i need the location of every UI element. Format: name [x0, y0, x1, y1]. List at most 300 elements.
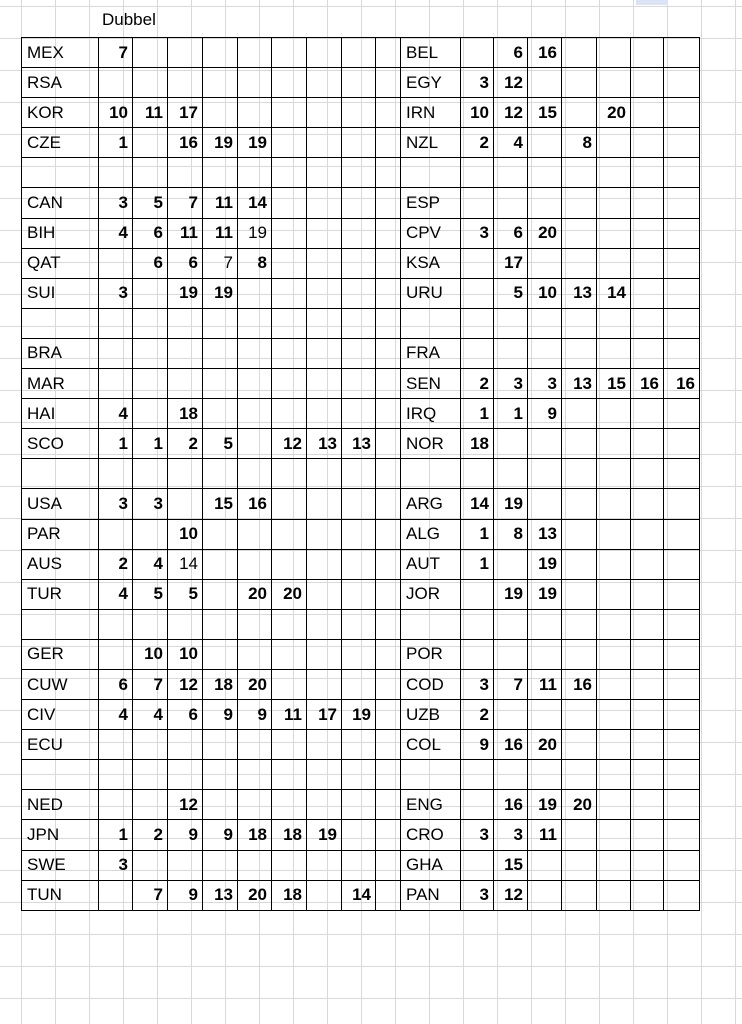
team-code-cell[interactable]: BEL: [401, 38, 461, 68]
team-code-cell[interactable]: AUT: [401, 549, 461, 579]
value-cell[interactable]: [342, 730, 376, 760]
value-cell[interactable]: [631, 429, 664, 459]
value-cell[interactable]: [562, 98, 597, 128]
empty-cell[interactable]: [342, 609, 376, 639]
value-cell[interactable]: [664, 399, 700, 429]
empty-cell[interactable]: [664, 158, 700, 188]
value-cell[interactable]: [664, 790, 700, 820]
value-cell[interactable]: [133, 850, 168, 880]
team-code-cell[interactable]: SCO: [22, 429, 99, 459]
value-cell[interactable]: [664, 639, 700, 669]
value-cell[interactable]: [272, 850, 307, 880]
value-cell[interactable]: 15: [494, 850, 528, 880]
separator-cell[interactable]: [376, 38, 401, 68]
separator-cell[interactable]: [376, 880, 401, 910]
empty-cell[interactable]: [342, 308, 376, 338]
value-cell[interactable]: [342, 790, 376, 820]
value-cell[interactable]: 7: [133, 880, 168, 910]
value-cell[interactable]: [461, 278, 494, 308]
empty-cell[interactable]: [562, 308, 597, 338]
value-cell[interactable]: [664, 489, 700, 519]
separator-cell[interactable]: [376, 579, 401, 609]
value-cell[interactable]: [631, 820, 664, 850]
value-cell[interactable]: [238, 429, 272, 459]
empty-cell[interactable]: [401, 459, 461, 489]
team-code-cell[interactable]: URU: [401, 278, 461, 308]
value-cell[interactable]: [238, 399, 272, 429]
value-cell[interactable]: 11: [168, 218, 203, 248]
value-cell[interactable]: [99, 68, 133, 98]
value-cell[interactable]: 14: [342, 880, 376, 910]
value-cell[interactable]: [342, 399, 376, 429]
empty-cell[interactable]: [461, 609, 494, 639]
value-cell[interactable]: [664, 128, 700, 158]
empty-cell[interactable]: [22, 760, 99, 790]
value-cell[interactable]: [631, 519, 664, 549]
value-cell[interactable]: [99, 880, 133, 910]
empty-cell[interactable]: [133, 158, 168, 188]
team-code-cell[interactable]: TUR: [22, 579, 99, 609]
value-cell[interactable]: [203, 519, 238, 549]
team-code-cell[interactable]: NED: [22, 790, 99, 820]
value-cell[interactable]: [342, 369, 376, 399]
value-cell[interactable]: 13: [562, 369, 597, 399]
team-code-cell[interactable]: QAT: [22, 248, 99, 278]
team-code-cell[interactable]: SWE: [22, 850, 99, 880]
empty-cell[interactable]: [461, 760, 494, 790]
value-cell[interactable]: [272, 218, 307, 248]
team-code-cell[interactable]: RSA: [22, 68, 99, 98]
value-cell[interactable]: 7: [494, 669, 528, 699]
value-cell[interactable]: [272, 369, 307, 399]
value-cell[interactable]: 16: [494, 730, 528, 760]
value-cell[interactable]: 1: [99, 820, 133, 850]
value-cell[interactable]: 1: [99, 429, 133, 459]
value-cell[interactable]: [168, 369, 203, 399]
value-cell[interactable]: [461, 338, 494, 368]
value-cell[interactable]: [664, 730, 700, 760]
separator-cell[interactable]: [376, 188, 401, 218]
empty-cell[interactable]: [528, 760, 562, 790]
value-cell[interactable]: [99, 369, 133, 399]
value-cell[interactable]: [307, 579, 342, 609]
value-cell[interactable]: [562, 68, 597, 98]
value-cell[interactable]: [307, 639, 342, 669]
value-cell[interactable]: [461, 850, 494, 880]
value-cell[interactable]: 4: [99, 218, 133, 248]
value-cell[interactable]: [133, 369, 168, 399]
team-code-cell[interactable]: CAN: [22, 188, 99, 218]
value-cell[interactable]: [342, 549, 376, 579]
value-cell[interactable]: [342, 248, 376, 278]
empty-cell[interactable]: [342, 760, 376, 790]
team-code-cell[interactable]: CPV: [401, 218, 461, 248]
value-cell[interactable]: [494, 549, 528, 579]
value-cell[interactable]: 10: [168, 639, 203, 669]
value-cell[interactable]: [203, 98, 238, 128]
value-cell[interactable]: [528, 248, 562, 278]
empty-cell[interactable]: [238, 459, 272, 489]
value-cell[interactable]: [307, 38, 342, 68]
empty-cell[interactable]: [494, 609, 528, 639]
value-cell[interactable]: [597, 880, 631, 910]
value-cell[interactable]: 1: [461, 399, 494, 429]
value-cell[interactable]: 9: [203, 700, 238, 730]
value-cell[interactable]: 12: [168, 790, 203, 820]
value-cell[interactable]: 6: [494, 38, 528, 68]
value-cell[interactable]: 3: [494, 369, 528, 399]
empty-cell[interactable]: [376, 760, 401, 790]
value-cell[interactable]: 16: [494, 790, 528, 820]
value-cell[interactable]: 13: [342, 429, 376, 459]
empty-cell[interactable]: [528, 459, 562, 489]
empty-cell[interactable]: [664, 459, 700, 489]
empty-cell[interactable]: [342, 459, 376, 489]
value-cell[interactable]: [631, 98, 664, 128]
separator-cell[interactable]: [376, 369, 401, 399]
empty-cell[interactable]: [528, 609, 562, 639]
team-code-cell[interactable]: PAN: [401, 880, 461, 910]
value-cell[interactable]: [342, 669, 376, 699]
value-cell[interactable]: 5: [133, 188, 168, 218]
team-code-cell[interactable]: ENG: [401, 790, 461, 820]
empty-cell[interactable]: [376, 609, 401, 639]
value-cell[interactable]: [597, 549, 631, 579]
team-code-cell[interactable]: UZB: [401, 700, 461, 730]
value-cell[interactable]: 3: [461, 880, 494, 910]
value-cell[interactable]: [307, 218, 342, 248]
empty-cell[interactable]: [133, 308, 168, 338]
separator-cell[interactable]: [376, 519, 401, 549]
value-cell[interactable]: [664, 248, 700, 278]
separator-cell[interactable]: [376, 248, 401, 278]
value-cell[interactable]: [203, 579, 238, 609]
value-cell[interactable]: [631, 579, 664, 609]
separator-cell[interactable]: [376, 730, 401, 760]
value-cell[interactable]: [461, 248, 494, 278]
value-cell[interactable]: [133, 128, 168, 158]
team-code-cell[interactable]: GHA: [401, 850, 461, 880]
empty-cell[interactable]: [168, 308, 203, 338]
value-cell[interactable]: [99, 248, 133, 278]
value-cell[interactable]: 2: [461, 128, 494, 158]
value-cell[interactable]: [562, 700, 597, 730]
team-code-cell[interactable]: EGY: [401, 68, 461, 98]
empty-cell[interactable]: [307, 158, 342, 188]
value-cell[interactable]: [203, 850, 238, 880]
value-cell[interactable]: 3: [99, 850, 133, 880]
value-cell[interactable]: [562, 579, 597, 609]
value-cell[interactable]: [461, 579, 494, 609]
value-cell[interactable]: [631, 399, 664, 429]
empty-cell[interactable]: [528, 158, 562, 188]
value-cell[interactable]: [494, 700, 528, 730]
value-cell[interactable]: 5: [203, 429, 238, 459]
value-cell[interactable]: 13: [307, 429, 342, 459]
separator-cell[interactable]: [376, 669, 401, 699]
value-cell[interactable]: [307, 278, 342, 308]
value-cell[interactable]: [664, 338, 700, 368]
empty-cell[interactable]: [562, 609, 597, 639]
empty-cell[interactable]: [22, 609, 99, 639]
value-cell[interactable]: [562, 429, 597, 459]
value-cell[interactable]: 18: [272, 820, 307, 850]
value-cell[interactable]: [631, 850, 664, 880]
team-code-cell[interactable]: MAR: [22, 369, 99, 399]
value-cell[interactable]: [562, 248, 597, 278]
value-cell[interactable]: 20: [238, 579, 272, 609]
value-cell[interactable]: [562, 639, 597, 669]
value-cell[interactable]: 3: [461, 218, 494, 248]
value-cell[interactable]: [528, 68, 562, 98]
value-cell[interactable]: [664, 188, 700, 218]
value-cell[interactable]: [664, 519, 700, 549]
empty-cell[interactable]: [272, 760, 307, 790]
sheet-title[interactable]: Dubbel: [102, 10, 156, 29]
value-cell[interactable]: [272, 38, 307, 68]
value-cell[interactable]: [307, 369, 342, 399]
empty-cell[interactable]: [133, 459, 168, 489]
value-cell[interactable]: [99, 519, 133, 549]
value-cell[interactable]: [168, 338, 203, 368]
value-cell[interactable]: [272, 519, 307, 549]
value-cell[interactable]: [461, 38, 494, 68]
value-cell[interactable]: [307, 68, 342, 98]
value-cell[interactable]: [631, 38, 664, 68]
value-cell[interactable]: [597, 218, 631, 248]
value-cell[interactable]: 6: [494, 218, 528, 248]
value-cell[interactable]: 2: [99, 549, 133, 579]
value-cell[interactable]: 20: [562, 790, 597, 820]
value-cell[interactable]: 18: [168, 399, 203, 429]
value-cell[interactable]: [528, 128, 562, 158]
value-cell[interactable]: 10: [133, 639, 168, 669]
team-code-cell[interactable]: CZE: [22, 128, 99, 158]
value-cell[interactable]: [631, 489, 664, 519]
value-cell[interactable]: [168, 489, 203, 519]
value-cell[interactable]: [597, 820, 631, 850]
value-cell[interactable]: 3: [99, 489, 133, 519]
empty-cell[interactable]: [631, 459, 664, 489]
empty-cell[interactable]: [562, 459, 597, 489]
value-cell[interactable]: [631, 790, 664, 820]
value-cell[interactable]: [133, 399, 168, 429]
value-cell[interactable]: [168, 850, 203, 880]
value-cell[interactable]: 19: [528, 790, 562, 820]
separator-cell[interactable]: [376, 820, 401, 850]
value-cell[interactable]: [562, 850, 597, 880]
value-cell[interactable]: [203, 730, 238, 760]
value-cell[interactable]: 19: [238, 218, 272, 248]
value-cell[interactable]: 9: [203, 820, 238, 850]
empty-cell[interactable]: [99, 308, 133, 338]
value-cell[interactable]: 20: [528, 730, 562, 760]
value-cell[interactable]: [528, 489, 562, 519]
value-cell[interactable]: 6: [133, 248, 168, 278]
value-cell[interactable]: [307, 338, 342, 368]
value-cell[interactable]: [307, 128, 342, 158]
value-cell[interactable]: [631, 639, 664, 669]
value-cell[interactable]: 19: [203, 128, 238, 158]
empty-cell[interactable]: [238, 158, 272, 188]
value-cell[interactable]: [272, 98, 307, 128]
value-cell[interactable]: 3: [133, 489, 168, 519]
team-code-cell[interactable]: BRA: [22, 338, 99, 368]
empty-cell[interactable]: [401, 308, 461, 338]
separator-cell[interactable]: [376, 218, 401, 248]
empty-cell[interactable]: [494, 760, 528, 790]
value-cell[interactable]: 14: [168, 549, 203, 579]
value-cell[interactable]: [272, 639, 307, 669]
value-cell[interactable]: [597, 489, 631, 519]
empty-cell[interactable]: [597, 459, 631, 489]
value-cell[interactable]: 5: [168, 579, 203, 609]
empty-cell[interactable]: [168, 760, 203, 790]
value-cell[interactable]: 4: [99, 579, 133, 609]
team-code-cell[interactable]: MEX: [22, 38, 99, 68]
value-cell[interactable]: [272, 278, 307, 308]
empty-cell[interactable]: [562, 158, 597, 188]
value-cell[interactable]: [203, 68, 238, 98]
value-cell[interactable]: 13: [203, 880, 238, 910]
value-cell[interactable]: [597, 519, 631, 549]
value-cell[interactable]: 10: [168, 519, 203, 549]
value-cell[interactable]: [238, 639, 272, 669]
empty-cell[interactable]: [99, 760, 133, 790]
value-cell[interactable]: [238, 68, 272, 98]
value-cell[interactable]: [664, 669, 700, 699]
value-cell[interactable]: 18: [238, 820, 272, 850]
empty-cell[interactable]: [307, 609, 342, 639]
value-cell[interactable]: 20: [238, 880, 272, 910]
value-cell[interactable]: 19: [238, 128, 272, 158]
value-cell[interactable]: 3: [99, 188, 133, 218]
value-cell[interactable]: [272, 489, 307, 519]
empty-cell[interactable]: [664, 308, 700, 338]
value-cell[interactable]: 11: [203, 218, 238, 248]
value-cell[interactable]: [133, 338, 168, 368]
value-cell[interactable]: 3: [461, 669, 494, 699]
value-cell[interactable]: [528, 639, 562, 669]
empty-cell[interactable]: [168, 158, 203, 188]
empty-cell[interactable]: [461, 459, 494, 489]
empty-cell[interactable]: [664, 609, 700, 639]
empty-cell[interactable]: [631, 308, 664, 338]
separator-cell[interactable]: [376, 429, 401, 459]
value-cell[interactable]: 16: [528, 38, 562, 68]
value-cell[interactable]: [307, 489, 342, 519]
value-cell[interactable]: 7: [99, 38, 133, 68]
value-cell[interactable]: [342, 98, 376, 128]
separator-cell[interactable]: [376, 128, 401, 158]
team-code-cell[interactable]: GER: [22, 639, 99, 669]
value-cell[interactable]: [597, 639, 631, 669]
value-cell[interactable]: [342, 639, 376, 669]
value-cell[interactable]: [342, 188, 376, 218]
value-cell[interactable]: [664, 820, 700, 850]
separator-cell[interactable]: [376, 790, 401, 820]
value-cell[interactable]: [597, 429, 631, 459]
value-cell[interactable]: [238, 98, 272, 128]
separator-cell[interactable]: [376, 850, 401, 880]
value-cell[interactable]: 18: [203, 669, 238, 699]
value-cell[interactable]: [307, 188, 342, 218]
value-cell[interactable]: 1: [461, 519, 494, 549]
team-code-cell[interactable]: IRN: [401, 98, 461, 128]
value-cell[interactable]: 2: [168, 429, 203, 459]
value-cell[interactable]: [342, 38, 376, 68]
value-cell[interactable]: 1: [494, 399, 528, 429]
value-cell[interactable]: [133, 68, 168, 98]
value-cell[interactable]: 20: [597, 98, 631, 128]
empty-cell[interactable]: [133, 760, 168, 790]
value-cell[interactable]: 8: [238, 248, 272, 278]
empty-cell[interactable]: [401, 609, 461, 639]
value-cell[interactable]: [272, 188, 307, 218]
team-code-cell[interactable]: TUN: [22, 880, 99, 910]
value-cell[interactable]: 1: [133, 429, 168, 459]
value-cell[interactable]: [203, 639, 238, 669]
value-cell[interactable]: [342, 218, 376, 248]
empty-cell[interactable]: [631, 609, 664, 639]
value-cell[interactable]: [342, 579, 376, 609]
value-cell[interactable]: [562, 338, 597, 368]
empty-cell[interactable]: [597, 609, 631, 639]
value-cell[interactable]: [342, 489, 376, 519]
value-cell[interactable]: [238, 850, 272, 880]
value-cell[interactable]: [597, 128, 631, 158]
team-code-cell[interactable]: FRA: [401, 338, 461, 368]
value-cell[interactable]: 4: [99, 700, 133, 730]
value-cell[interactable]: [342, 68, 376, 98]
value-cell[interactable]: [528, 429, 562, 459]
team-code-cell[interactable]: SUI: [22, 278, 99, 308]
empty-cell[interactable]: [562, 760, 597, 790]
separator-cell[interactable]: [376, 489, 401, 519]
value-cell[interactable]: 11: [272, 700, 307, 730]
value-cell[interactable]: [664, 68, 700, 98]
value-cell[interactable]: 8: [494, 519, 528, 549]
empty-cell[interactable]: [631, 760, 664, 790]
value-cell[interactable]: [133, 519, 168, 549]
value-cell[interactable]: [203, 369, 238, 399]
value-cell[interactable]: [238, 338, 272, 368]
empty-cell[interactable]: [238, 609, 272, 639]
value-cell[interactable]: 10: [99, 98, 133, 128]
value-cell[interactable]: [99, 639, 133, 669]
team-code-cell[interactable]: PAR: [22, 519, 99, 549]
value-cell[interactable]: [664, 850, 700, 880]
value-cell[interactable]: [461, 188, 494, 218]
value-cell[interactable]: 7: [203, 248, 238, 278]
value-cell[interactable]: [631, 68, 664, 98]
empty-cell[interactable]: [376, 308, 401, 338]
value-cell[interactable]: 5: [133, 579, 168, 609]
value-cell[interactable]: 11: [528, 669, 562, 699]
empty-cell[interactable]: [22, 459, 99, 489]
value-cell[interactable]: [203, 399, 238, 429]
empty-cell[interactable]: [168, 609, 203, 639]
team-code-cell[interactable]: ESP: [401, 188, 461, 218]
empty-cell[interactable]: [401, 158, 461, 188]
value-cell[interactable]: [562, 489, 597, 519]
team-code-cell[interactable]: JPN: [22, 820, 99, 850]
value-cell[interactable]: 3: [528, 369, 562, 399]
value-cell[interactable]: [664, 278, 700, 308]
empty-cell[interactable]: [272, 459, 307, 489]
separator-cell[interactable]: [376, 68, 401, 98]
value-cell[interactable]: [307, 850, 342, 880]
